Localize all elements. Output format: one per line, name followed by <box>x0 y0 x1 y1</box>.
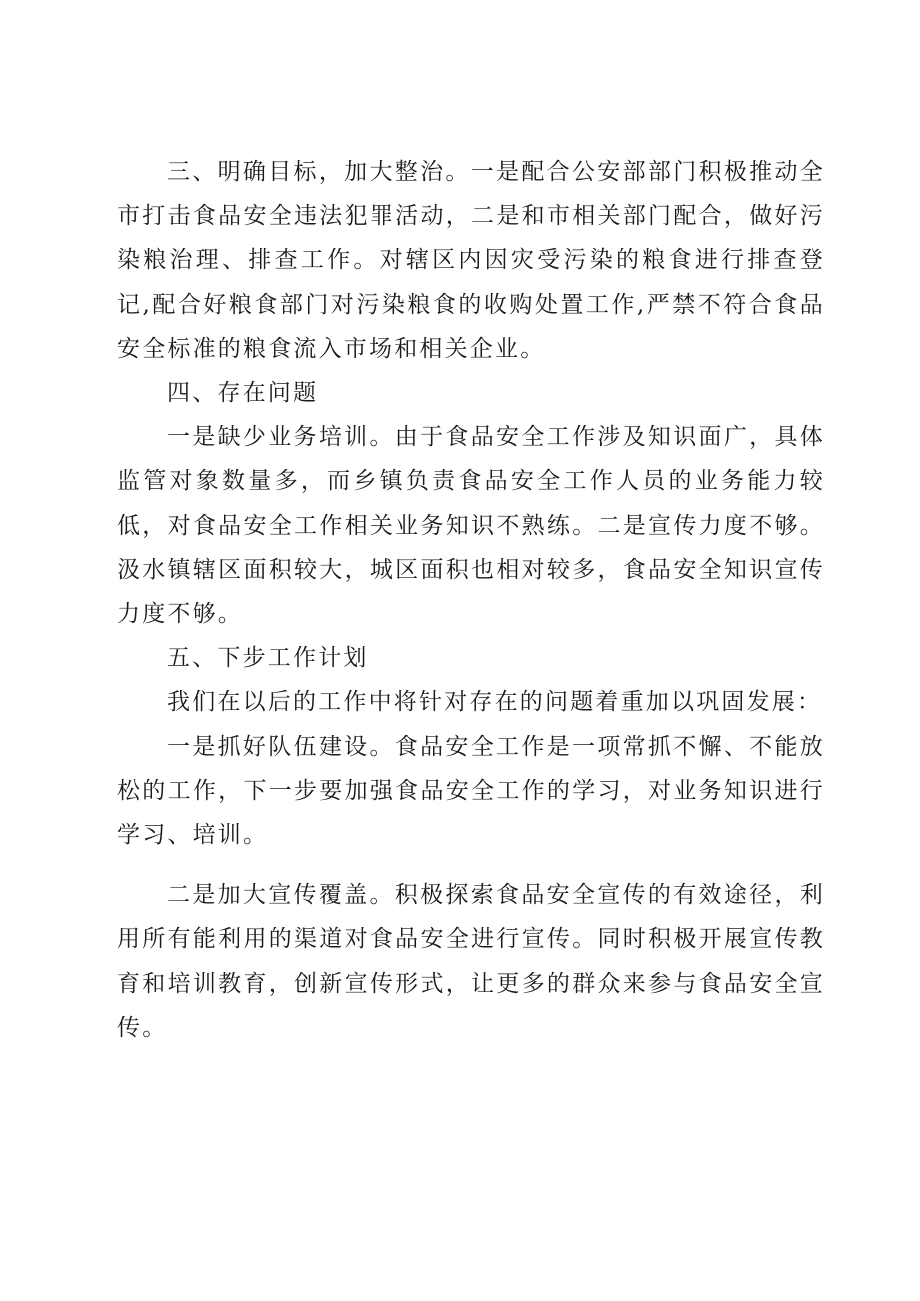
section-heading-problems: 四、存在问题 <box>167 380 319 407</box>
document-body <box>117 150 825 1050</box>
section-heading-next-steps: 五、下步工作计划 <box>167 645 369 672</box>
paragraph-problems: 一是缺少业务培训。由于食品安全工作涉及知识面广，具体监管对象数量多，而乡镇负责食品安全工作人员的业务能力较低，对食品安全工作相关业务知识不熟练。二是宣传力度不够。汲水镇辖区面积较大，城区面积也相对较多，食品安全知识宣传力度不够。 <box>117 424 825 628</box>
paragraph-goals: 三、明确目标，加大整治。一是配合公安部部门积极推动全市打击食品安全违法犯罪活动，二是和市相关部门配合，做好污染粮治理、排查工作。对辖区内因灾受污染的粮食进行排查登记,配合好粮食部门对污染粮食的收购处置工作,严禁不符合食品安全标准的粮食流入市场和相关企业。 <box>117 159 825 362</box>
paragraph-plan-intro: 我们在以后的工作中将针对存在的问题着重加以巩固发展： <box>167 689 823 716</box>
paragraph-team-building: 一是抓好队伍建设。食品安全工作是一项常抓不懈、不能放松的工作，下一步要加强食品安全工作的学习，对业务知识进行学习、培训。 <box>117 733 825 849</box>
paragraph-publicity: 二是加大宣传覆盖。积极探索食品安全宣传的有效途径，利用所有能利用的渠道对食品安全进行宣传。同时积极开展宣传教育和培训教育，创新宣传形式，让更多的群众来参与食品安全宣传。 <box>117 882 825 1041</box>
